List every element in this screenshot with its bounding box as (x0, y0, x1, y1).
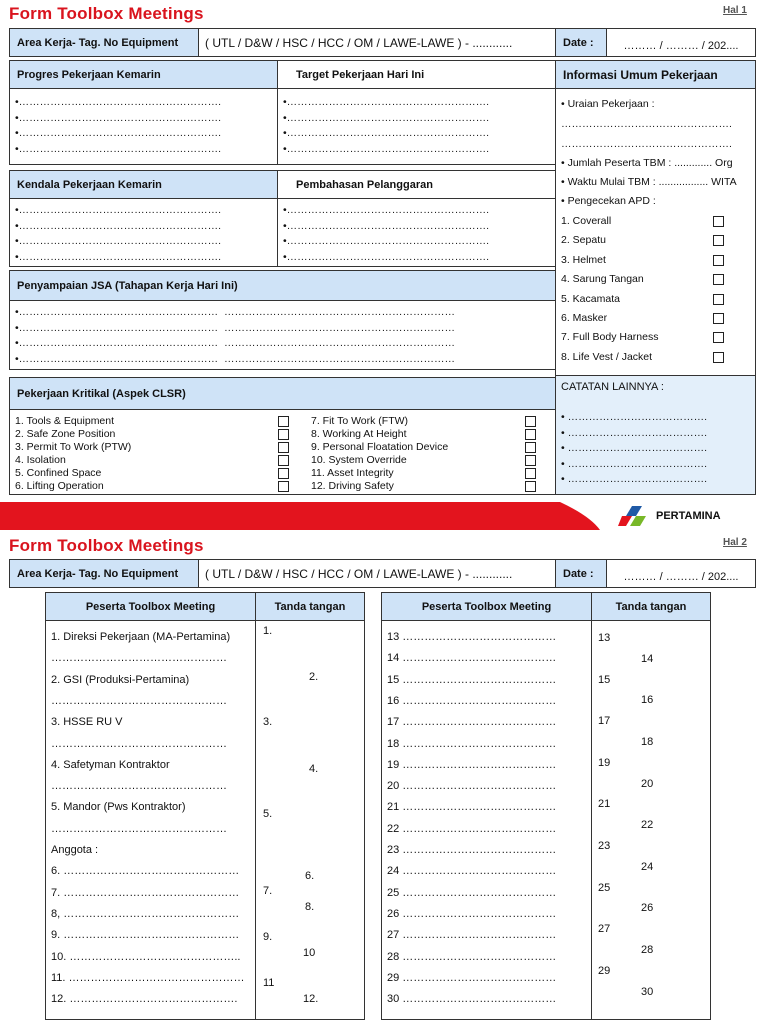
kritikal-checkbox[interactable] (525, 455, 536, 466)
kritikal-checkbox[interactable] (525, 416, 536, 427)
kritikal-item: 5. Confined Space (15, 467, 102, 479)
kritikal-header: Pekerjaan Kritikal (Aspek CLSR) (9, 377, 556, 410)
participant-entry[interactable]: 19 …………………………………… (387, 758, 557, 771)
kritikal-item: 6. Lifting Operation (15, 480, 104, 492)
signature-slot[interactable]: 21 (598, 798, 611, 811)
signature-slot[interactable]: 17 (598, 715, 611, 728)
signature-slot[interactable]: 30 (641, 985, 654, 998)
participant-entry[interactable]: ………………………………………… (51, 652, 227, 665)
signature-slot[interactable]: 20 (641, 777, 654, 790)
kritikal-item: 4. Isolation (15, 454, 66, 466)
participant-entry[interactable]: 4. Safetyman Kontraktor (51, 758, 170, 771)
info-apd: • Pengecekan APD : (561, 195, 656, 207)
participant-entry[interactable]: 12. ………………………………………. (51, 993, 238, 1006)
signature-slot[interactable]: 13 (598, 632, 611, 644)
apd-checkbox[interactable] (713, 352, 724, 363)
apd-item: 6. Masker (561, 312, 608, 324)
kritikal-item: 11. Asset Integrity (311, 467, 394, 479)
signature-slot[interactable]: 8. (305, 901, 315, 913)
kritikal-checkbox[interactable] (278, 481, 289, 492)
kritikal-item: 10. System Override (311, 454, 407, 466)
signature-slot[interactable]: 27 (598, 923, 611, 936)
participant-entry[interactable]: 16 …………………………………… (387, 694, 557, 707)
info-uraian: • Uraian Pekerjaan : (561, 98, 655, 110)
p2-area-value[interactable]: ( UTL / D&W / HSC / HCC / OM / LAWE-LAWE ) - ............ (198, 559, 556, 588)
participant-entry[interactable]: Anggota : (51, 844, 99, 856)
pembahasan-header: Pembahasan Pelanggaran (277, 170, 556, 199)
right-peserta-header: Peserta Toolbox Meeting (381, 592, 592, 621)
apd-checkbox[interactable] (713, 294, 724, 305)
participant-entry[interactable]: 11. ………………………………………… (51, 971, 245, 984)
kritikal-checkbox[interactable] (525, 481, 536, 492)
apd-item: 1. Coverall (561, 215, 612, 227)
apd-item: 5. Kacamata (561, 292, 620, 305)
kendala-header: Kendala Pekerjaan Kemarin (9, 170, 278, 199)
progres-header: Progres Pekerjaan Kemarin (9, 60, 278, 89)
signature-slot[interactable]: 4. (309, 763, 319, 775)
kritikal-item: 2. Safe Zone Position (15, 428, 116, 440)
participant-entry[interactable]: 25 …………………………………… (387, 886, 557, 899)
signature-slot[interactable]: 29 (598, 964, 611, 977)
participant-entry[interactable]: 2. GSI (Produksi-Pertamina) (51, 673, 190, 686)
apd-checkbox[interactable] (713, 274, 724, 285)
kritikal-checkbox[interactable] (525, 442, 536, 453)
participant-entry[interactable]: 13 …………………………………… (387, 631, 557, 643)
apd-checkbox[interactable] (713, 313, 724, 324)
participant-entry[interactable]: 23 …………………………………… (387, 844, 557, 856)
signature-slot[interactable]: 5. (263, 808, 273, 820)
apd-checkbox[interactable] (713, 332, 724, 343)
signature-slot[interactable]: 28 (641, 944, 654, 956)
jsa-lines: •………………………………………………… ………………………………………………………… •………………………………………………… ………………………………………………………… •………………………………………………… ………………………………………………………… •………………………………………………… ………………………………………………………… (15, 306, 456, 365)
kritikal-item: 8. Working At Height (311, 428, 407, 440)
kritikal-item: 3. Permit To Work (PTW) (15, 441, 132, 453)
signature-slot[interactable]: 11 (263, 977, 275, 989)
signature-slot[interactable]: 10 (303, 947, 316, 959)
apd-item: 4. Sarung Tangan (561, 273, 644, 286)
kritikal-item: 12. Driving Safety (311, 480, 394, 492)
participant-entry[interactable]: ………………………………………… (51, 694, 227, 707)
progres-lines: •…………………………………………………. •…………………………………………………. •…………………………………………………. •…………………………………………………. (15, 96, 222, 155)
signature-slot[interactable]: 15 (598, 673, 611, 686)
kritikal-checkbox[interactable] (278, 455, 289, 466)
info-waktu[interactable]: • Waktu Mulai TBM : ................. WITA (561, 176, 737, 188)
participant-entry[interactable]: 30 …………………………………… (387, 993, 557, 1006)
signature-slot[interactable]: 6. (305, 870, 315, 882)
participant-entry[interactable]: 10. ……………………………………….. (51, 950, 241, 963)
participant-entry[interactable]: 1. Direksi Pekerjaan (MA-Pertamina) (51, 631, 231, 643)
signature-slot[interactable]: 2. (309, 671, 319, 683)
left-tanda-header: Tanda tangan (255, 592, 365, 621)
left-peserta-header: Peserta Toolbox Meeting (45, 592, 256, 621)
apd-checkbox[interactable] (713, 216, 724, 227)
signature-slot[interactable]: 25 (598, 881, 611, 894)
participant-entry[interactable]: 15 …………………………………… (387, 673, 557, 686)
info-header: Informasi Umum Pekerjaan (555, 60, 756, 89)
signature-slot[interactable]: 22 (641, 819, 654, 832)
pertamina-logo (618, 505, 758, 527)
participant-entry[interactable]: 6. ………………………………………… (51, 865, 240, 878)
apd-checkbox[interactable] (713, 255, 724, 266)
apd-item: 3. Helmet (561, 253, 606, 266)
signature-slot[interactable]: 24 (641, 860, 654, 873)
participant-entry[interactable]: ………………………………………… (51, 822, 227, 835)
participant-entry[interactable]: 28 …………………………………… (387, 950, 557, 963)
kritikal-checkbox[interactable] (278, 442, 289, 453)
page2-hal: Hal 2 (723, 537, 747, 548)
catatan-title: CATATAN LAINNYA : (561, 381, 664, 393)
participant-entry[interactable]: 3. HSSE RU V (51, 716, 123, 729)
info-uraian-line1[interactable]: …………………………………………. (561, 118, 732, 130)
participant-entry[interactable]: 14 …………………………………… (387, 652, 557, 665)
participant-entry[interactable]: 26 …………………………………… (387, 907, 557, 920)
signature-slot[interactable]: 9. (263, 931, 273, 943)
participant-entry[interactable]: 22 …………………………………… (387, 822, 557, 835)
pembahasan-lines: •…………………………………………………. •…………………………………………………. •…………………………………………………. •…………………………………………………. (283, 204, 490, 263)
signature-slot[interactable]: 18 (641, 736, 654, 748)
p2-date-label: Date : (555, 559, 607, 588)
participant-entry[interactable]: 5. Mandor (Pws Kontraktor) (51, 801, 186, 814)
participant-entry[interactable]: 7. ………………………………………… (51, 886, 240, 899)
signature-slot[interactable]: 7. (263, 885, 273, 897)
apd-item: 7. Full Body Harness (561, 331, 659, 344)
kritikal-item: 1. Tools & Equipment (15, 415, 115, 427)
signature-slot[interactable]: 16 (641, 694, 654, 707)
kritikal-checkbox[interactable] (278, 416, 289, 427)
apd-item: 8. Life Vest / Jacket (561, 350, 653, 363)
participant-entry[interactable]: 8, ………………………………………… (51, 907, 240, 920)
right-tanda-header: Tanda tangan (591, 592, 711, 621)
catatan-lines: • …………………………………. • …………………………………. • …………………………………. • …………………………………. • …………………………………. (561, 411, 708, 485)
p1-date-value[interactable]: ……… / ……… / 202.... (606, 28, 756, 57)
info-jumlah[interactable]: • Jumlah Peserta TBM : ............. Org (561, 157, 733, 169)
page2-title: Form Toolbox Meetings (9, 536, 204, 555)
kritikal-item: 7. Fit To Work (FTW) (311, 415, 409, 427)
signature-slot[interactable]: 12. (303, 993, 319, 1005)
participant-entry[interactable]: 9. ………………………………………… (51, 929, 240, 942)
signature-slot[interactable]: 1. (263, 625, 273, 637)
p1-date-label: Date : (555, 28, 607, 57)
participant-entry[interactable]: ………………………………………… (51, 737, 227, 750)
apd-checkbox[interactable] (713, 235, 724, 246)
signature-slot[interactable]: 14 (641, 652, 654, 665)
page1-title: Form Toolbox Meetings (9, 4, 204, 23)
p1-area-label: Area Kerja- Tag. No Equipment (9, 28, 199, 57)
signature-slot[interactable]: 19 (598, 756, 611, 769)
target-lines: •…………………………………………………. •…………………………………………………. •…………………………………………………. •…………………………………………………. (283, 96, 490, 155)
participant-entry[interactable]: 27 …………………………………… (387, 929, 557, 942)
kritikal-checkbox[interactable] (278, 468, 289, 479)
participant-entry[interactable]: 17 …………………………………… (387, 716, 557, 729)
signature-slot[interactable]: 3. (263, 716, 273, 728)
p2-date-value[interactable]: ……… / ……… / 202.... (606, 559, 756, 588)
participant-entry[interactable]: 29 …………………………………… (387, 971, 557, 984)
pertamina-logo-icon (618, 506, 652, 526)
pertamina-logo-text: PERTAMINA (656, 510, 721, 522)
signature-slot[interactable]: 23 (598, 840, 611, 852)
p1-area-value[interactable]: ( UTL / D&W / HSC / HCC / OM / LAWE-LAWE ) - ............ (198, 28, 556, 57)
participant-entry[interactable]: 20 …………………………………… (387, 780, 557, 793)
participant-entry[interactable]: 21 …………………………………… (387, 801, 557, 814)
apd-item: 2. Sepatu (561, 234, 606, 247)
participant-entry[interactable]: 24 …………………………………… (387, 865, 557, 878)
signature-slot[interactable]: 26 (641, 902, 654, 915)
kritikal-item: 9. Personal Floatation Device (311, 441, 449, 453)
kendala-lines: •…………………………………………………. •…………………………………………………. •…………………………………………………. •…………………………………………………. (15, 204, 222, 263)
jsa-header: Penyampaian JSA (Tahapan Kerja Hari Ini) (9, 270, 556, 301)
participant-entry[interactable]: ………………………………………… (51, 780, 227, 793)
p2-area-label: Area Kerja- Tag. No Equipment (9, 559, 199, 588)
kritikal-checkbox[interactable] (278, 429, 289, 440)
page1-hal: Hal 1 (723, 5, 747, 16)
kritikal-checkbox[interactable] (525, 468, 536, 479)
kritikal-checkbox[interactable] (525, 429, 536, 440)
info-uraian-line2[interactable]: …………………………………………. (561, 138, 732, 150)
target-header: Target Pekerjaan Hari Ini (277, 60, 556, 89)
participant-entry[interactable]: 18 …………………………………… (387, 737, 557, 750)
